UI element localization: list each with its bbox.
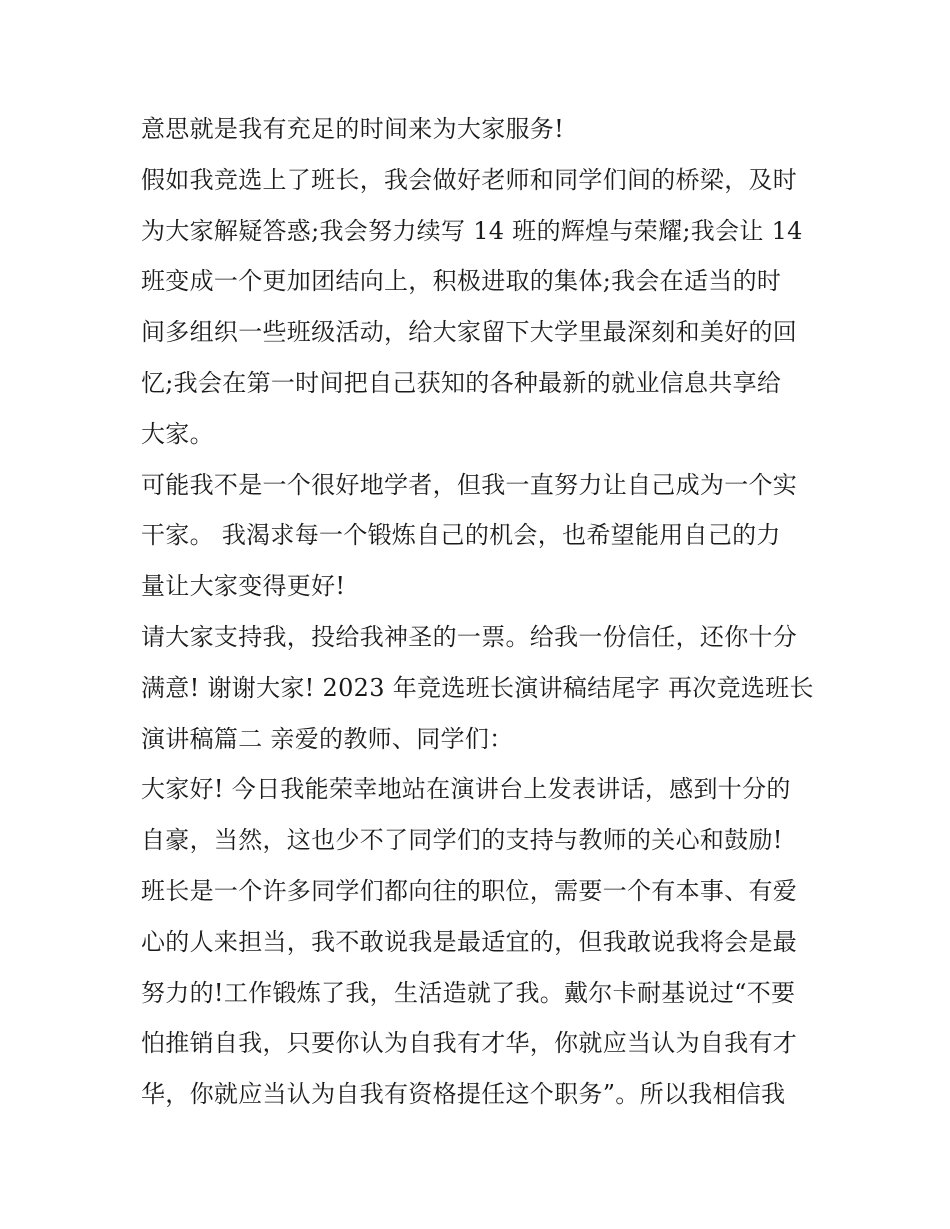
text-line: 满意! 谢谢大家! 2023 年竞选班长演讲稿结尾字 再次竞选班长 bbox=[141, 673, 814, 702]
text-line: 量让大家变得更好! bbox=[141, 572, 346, 601]
text-line: 忆;我会在第一时间把自己获知的各种最新的就业信息共享给 bbox=[141, 368, 782, 397]
text-line: 间多组织一些班级活动，给大家留下大学里最深刻和美好的回 bbox=[141, 318, 798, 347]
text-line: 干家。 我渴求每一个锻炼自己的机会，也希望能用自己的力 bbox=[141, 521, 781, 550]
text-line: 演讲稿篇二 亲爱的教师、同学们： bbox=[141, 724, 514, 753]
text-line: 大家好! 今日我能荣幸地站在演讲台上发表讲话，感到十分的 bbox=[141, 775, 791, 804]
text-line: 意思就是我有充足的时间来为大家服务! bbox=[141, 115, 565, 143]
text-line: 请大家支持我，投给我神圣的一票。给我一份信任，还你十分 bbox=[141, 622, 798, 651]
text-line: 自豪，当然，这也少不了同学们的支持与教师的关心和鼓励! bbox=[141, 826, 783, 855]
body-text bbox=[141, 104, 821, 1120]
text-line: 心的人来担当，我不敢说我是最适宜的，但我敢说我将会是最 bbox=[141, 927, 798, 956]
text-line: 大家。 bbox=[141, 419, 214, 448]
text-line: 为大家解疑答惑;我会努力续写 14 班的辉煌与荣耀;我会让 14 bbox=[141, 216, 803, 245]
text-line: 假如我竞选上了班长，我会做好老师和同学们间的桥梁，及时 bbox=[141, 165, 798, 194]
text-line: 班长是一个许多同学们都向往的职位，需要一个有本事、有爱 bbox=[141, 876, 798, 905]
text-line: 班变成一个更加团结向上，积极进取的集体;我会在适当的时 bbox=[141, 267, 782, 296]
text-line: 努力的!工作锻炼了我，生活造就了我。戴尔卡耐基说过“不要 bbox=[141, 978, 796, 1007]
text-line: 华，你就应当认为自我有资格提任这个职务”。所以我相信我 bbox=[141, 1080, 786, 1109]
text-line: 怕推销自我，只要你认为自我有才华，你就应当认为自我有才 bbox=[141, 1029, 798, 1058]
text-line: 可能我不是一个很好地学者，但我一直努力让自己成为一个实 bbox=[141, 470, 798, 499]
